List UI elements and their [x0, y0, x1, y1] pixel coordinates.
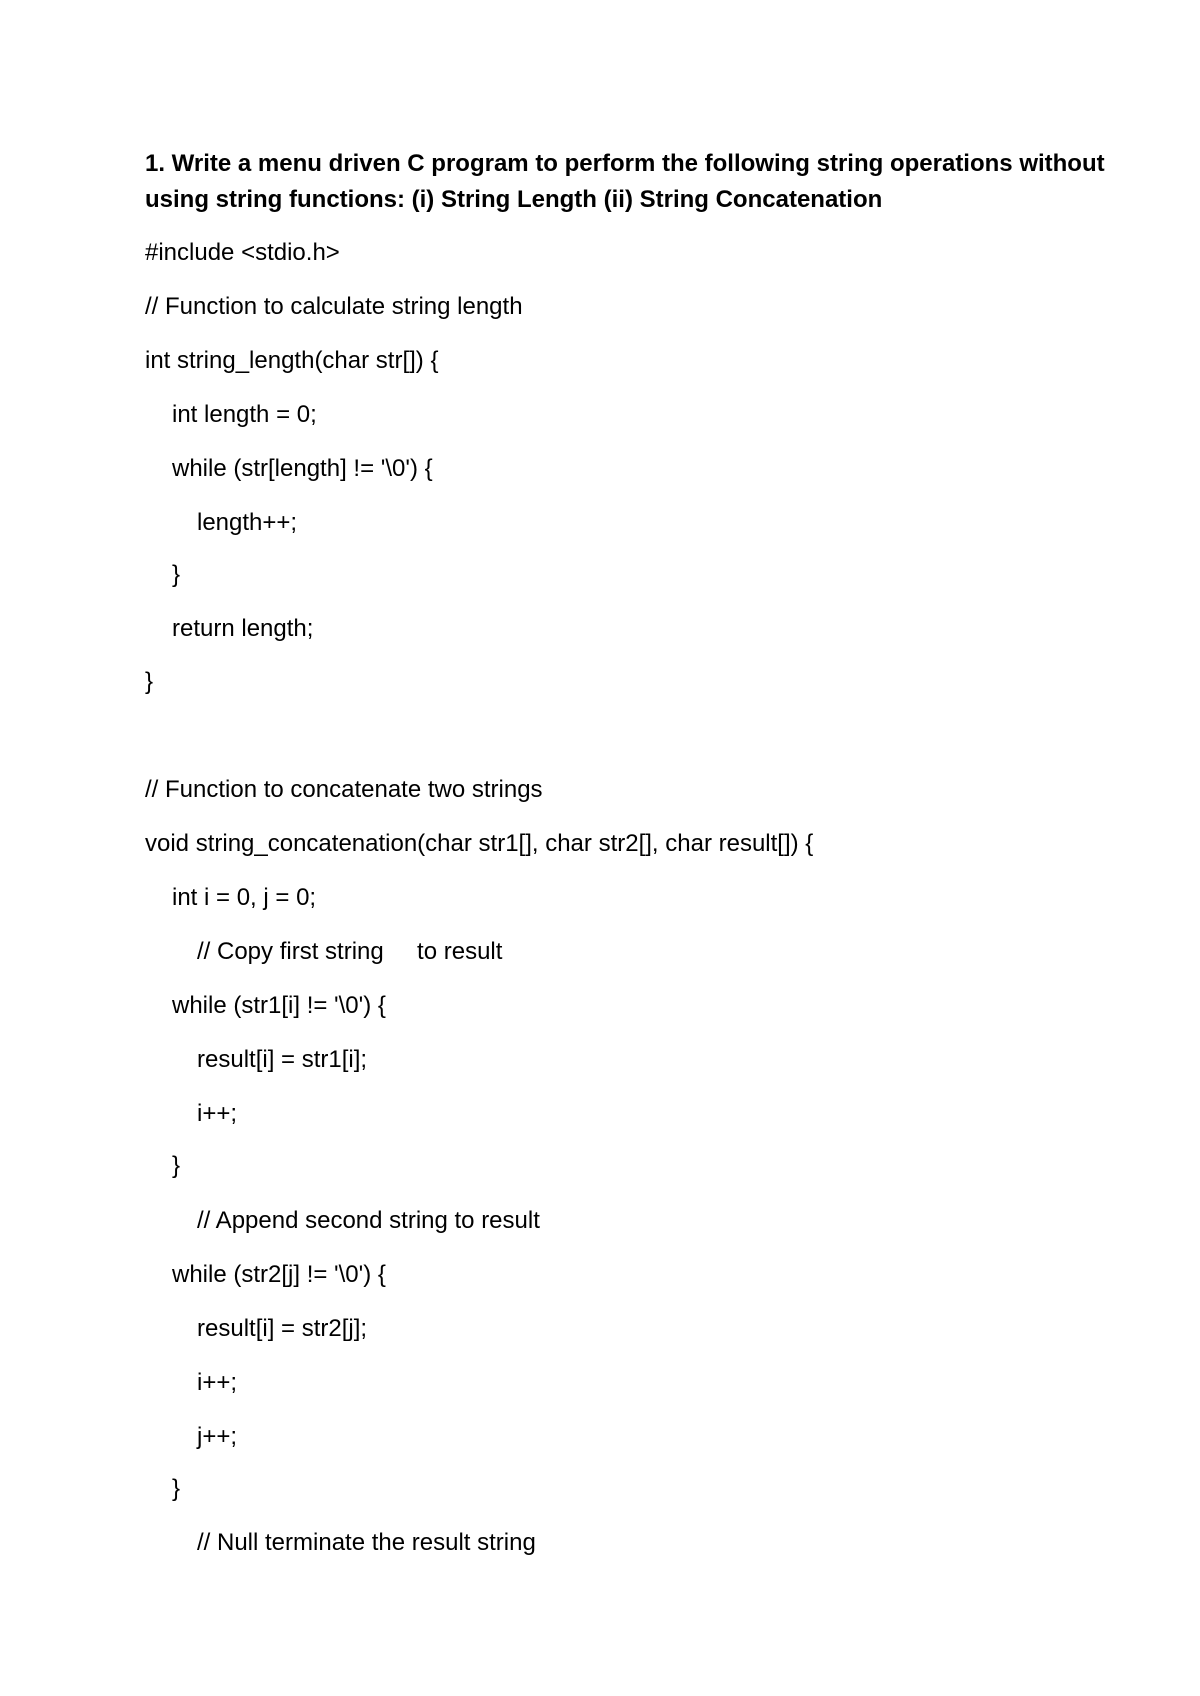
code-line: int i = 0, j = 0;	[172, 884, 317, 911]
code-line: }	[145, 668, 154, 695]
code-line: }	[172, 561, 181, 588]
code-line: i++;	[197, 1369, 238, 1396]
code-line: }	[172, 1475, 181, 1502]
code-line: result[i] = str2[j];	[197, 1315, 368, 1342]
code-line: // Append second string to result	[197, 1207, 540, 1234]
code-line: result[i] = str1[i];	[197, 1046, 368, 1073]
code-line: // Copy first string to result	[197, 938, 503, 965]
code-line: length++;	[197, 509, 298, 536]
code-line: while (str1[i] != '\0') {	[172, 992, 386, 1019]
code-line: int length = 0;	[172, 401, 317, 428]
code-line: // Function to calculate string length	[145, 293, 523, 320]
code-line: while (str[length] != '\0') {	[172, 455, 433, 482]
code-line: j++;	[197, 1423, 238, 1450]
code-line: int string_length(char str[]) {	[145, 347, 439, 374]
code-line: // Null terminate the result string	[197, 1529, 536, 1556]
code-line: #include <stdio.h>	[145, 239, 340, 266]
code-line: return length;	[172, 615, 314, 642]
code-line: void string_concatenation(char str1[], char str2[], char result[]) {	[145, 830, 814, 857]
code-line: i++;	[197, 1100, 238, 1127]
code-line: }	[172, 1152, 181, 1179]
code-line: while (str2[j] != '\0') {	[172, 1261, 386, 1288]
question-title: 1. Write a menu driven C program to perform the following string operations without using string functions: (i) String Length (ii) String Concatenation	[145, 150, 1105, 213]
code-line: // Function to concatenate two strings	[145, 776, 543, 803]
